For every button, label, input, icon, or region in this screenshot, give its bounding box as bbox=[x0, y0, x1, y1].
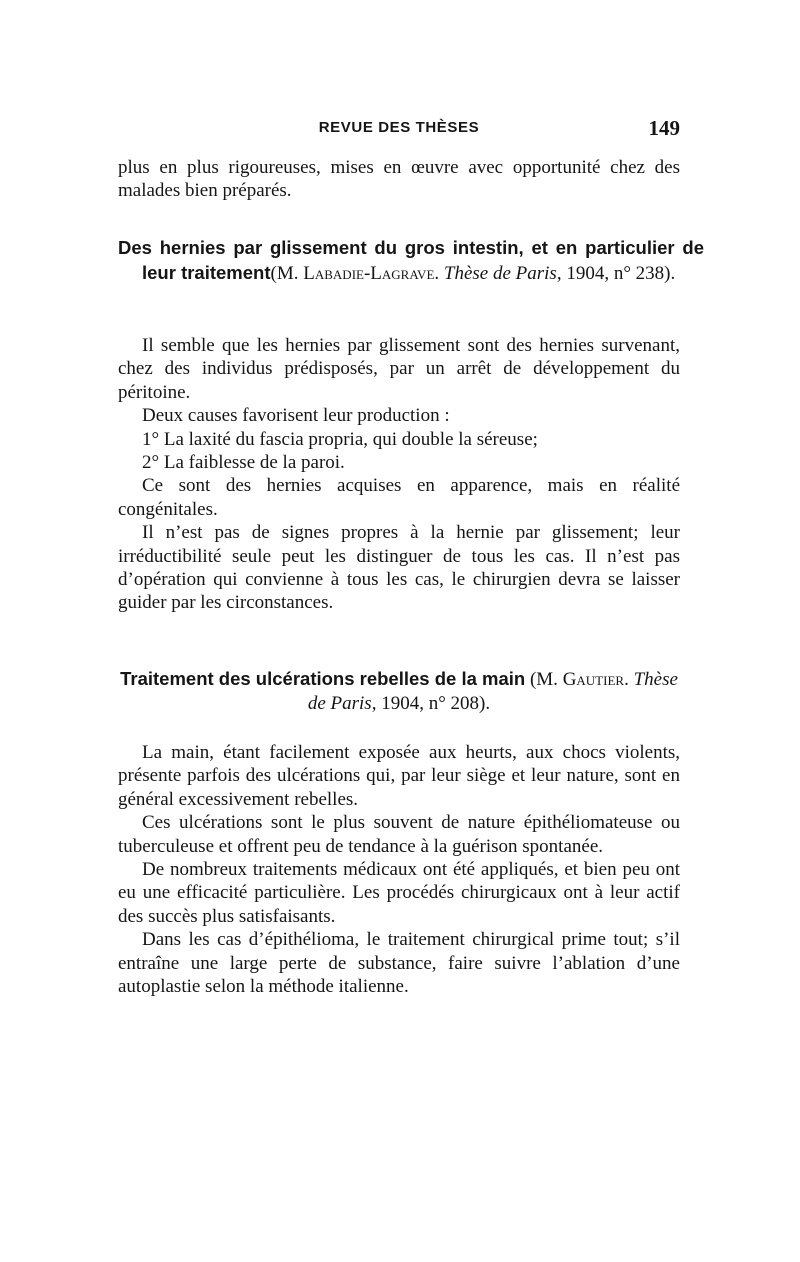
article-1-thesis: Thèse de Paris bbox=[443, 262, 557, 284]
list-item-text: La laxité du fascia propria, qui double la séreuse; bbox=[163, 428, 538, 450]
list-item-text: La faiblesse de la paroi. bbox=[163, 452, 345, 474]
article-2-ref-sep: . bbox=[624, 669, 634, 690]
article-1-list-item bbox=[118, 451, 680, 474]
article-2-paragraph: Dans les cas d’épithélioma, le traitement chirurgical prime tout; s’il entraîne une large perte de substance, faire suivre l’ablation d’une autoplastie selon la méthode italienne. bbox=[118, 929, 680, 998]
article-1-paragraph: Ce sont des hernies acquises en apparence, mais en réalité congénitales. bbox=[118, 475, 680, 520]
article-2-heading bbox=[118, 667, 680, 716]
article-1-heading bbox=[118, 236, 704, 286]
intro-text bbox=[118, 156, 680, 203]
article-2-paragraph: La main, étant facilement exposée aux heurts, aux chocs violents, présente parfois des ulcérations qui, par leur siège et leur nature, sont en général excessivement rebelles. bbox=[118, 742, 680, 810]
list-marker: 1° bbox=[142, 428, 160, 450]
article-2-paragraph: De nombreux traitements médicaux ont été appliqués, et bien peu ont eu une efficacité particulière. Les procédés chirurgicaux ont à leur actif des succès plus satisfaisants. bbox=[118, 859, 680, 927]
article-1-title: Des hernies par glissement du gros intestin, et en particulier de leur traitement bbox=[118, 237, 704, 283]
article-1-paragraph: Il semble que les hernies par glissement sont des hernies survenant, chez des individus prédisposés, par un arrêt de développement du péritoine. bbox=[118, 335, 680, 403]
list-marker: 2° bbox=[142, 452, 160, 474]
article-1-author: Labadie-Lagrave bbox=[303, 262, 435, 284]
article-1-paragraph: Deux causes favorisent leur production : bbox=[142, 405, 450, 427]
intro-paragraph: plus en plus rigoureuses, mises en œuvre avec opportunité chez des malades bien préparés. bbox=[118, 157, 680, 202]
article-1-body bbox=[118, 334, 680, 615]
page-number: 149 bbox=[648, 116, 680, 140]
article-2-body bbox=[118, 741, 680, 998]
article-2-paragraph: Ces ulcérations sont le plus souvent de nature épithéliomateuse ou tuberculeuse et offrent peu de tendance à la guérison spontanée. bbox=[118, 812, 680, 857]
article-1-ref-open: (M. bbox=[270, 262, 304, 284]
article-2-ref-tail: , 1904, n° 208). bbox=[371, 692, 491, 714]
article-1-paragraph: Il n’est pas de signes propres à la hernie par glissement; leur irréductibilité seule peut les distinguer de tous les cas. Il n’est pas d’opération qui convienne à tous les cas, le chirurgien devra se laisser guider par les circonstances. bbox=[118, 522, 680, 614]
article-1-ref-sep: . bbox=[434, 262, 444, 284]
article-1-ref-tail: , 1904, n° 238). bbox=[556, 262, 676, 284]
running-head bbox=[118, 116, 680, 142]
article-2-author: Gautier bbox=[562, 669, 625, 690]
article-2-title: Traitement des ulcérations rebelles de la main bbox=[120, 668, 526, 689]
article-1-list-item bbox=[118, 428, 680, 451]
running-title: REVUE DES THÈSES bbox=[318, 119, 480, 136]
article-2-ref-open: (M. bbox=[525, 669, 563, 690]
article-2-thesis: Thèse de Paris bbox=[307, 669, 678, 714]
